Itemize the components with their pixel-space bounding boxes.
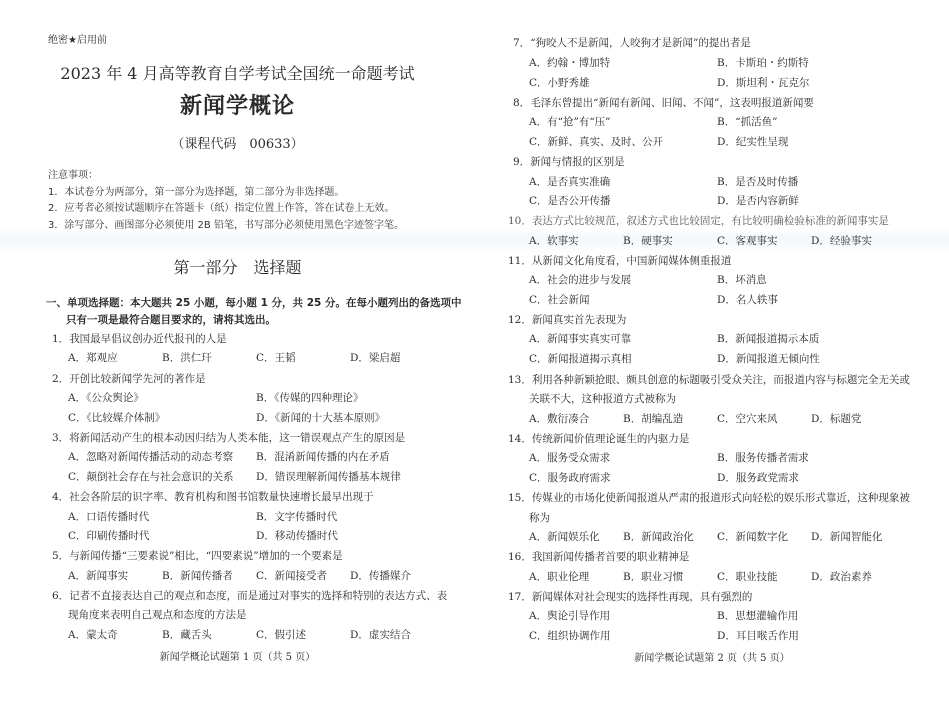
option: B．新闻传播者 <box>162 570 233 582</box>
option: B．洪仁玕 <box>162 352 212 364</box>
option: A．是否真实准确 <box>529 176 611 188</box>
option: D．耳目喉舌作用 <box>717 630 799 642</box>
option: D．错误理解新闻传播基本规律 <box>256 471 401 483</box>
question-8: 8．毛泽东曾提出“新闻有新闻、旧闻、不闻”，这表明报道新闻要 <box>513 97 814 109</box>
option: A．《公众舆论》 <box>68 392 144 404</box>
option: D．政治素养 <box>811 571 872 583</box>
option: C．空穴来风 <box>717 413 778 425</box>
option: D．标题党 <box>811 413 862 425</box>
option: D．移动传播时代 <box>256 530 338 542</box>
question-13-continued: 关联不大，这种报道方式被称为 <box>529 393 676 405</box>
confidential-label: 绝密★启用前 <box>48 35 107 46</box>
option: B．思想灌输作用 <box>717 610 799 622</box>
option: B．“抓活鱼” <box>717 116 778 128</box>
option: C．服务政府需求 <box>529 472 611 484</box>
question-3: 3．将新闻活动产生的根本动因归结为人类本能，这一错误观点产生的原因是 <box>52 432 406 444</box>
option: A．软事实 <box>529 235 579 247</box>
option: B．硬事实 <box>623 235 673 247</box>
question-15: 15．传媒业的市场化使新闻报道从严肃的报道形式向轻松的娱乐形式靠近，这种现象被 <box>508 492 910 504</box>
question-16: 16．我国新闻传播者首要的职业精神是 <box>508 551 690 563</box>
option: D．新闻智能化 <box>811 531 883 543</box>
exam-page-2 <box>475 0 949 716</box>
option: D．纪实性呈现 <box>717 136 789 148</box>
option: A．忽略对新闻传播活动的动态考察 <box>68 451 234 463</box>
option: C．组织协调作用 <box>529 630 611 642</box>
option: B．《传媒的四种理论》 <box>256 392 364 404</box>
option: C．社会新闻 <box>529 294 590 306</box>
option: B．服务传播者需求 <box>717 452 809 464</box>
question-6-continued: 现角度来表明自己观点和态度的方法是 <box>68 609 247 621</box>
part-title: 第一部分 选择题 <box>173 258 302 277</box>
notes-heading: 注意事项： <box>48 170 98 181</box>
option: A．新闻事实真实可靠 <box>529 333 632 345</box>
option: D．经验事实 <box>811 235 872 247</box>
section-heading-line: 只有一项是最符合题目要求的，请将其选出。 <box>66 314 276 326</box>
option: C．新闻报道揭示真相 <box>529 353 632 365</box>
option: D．斯坦利・瓦克尔 <box>717 77 810 89</box>
section-heading <box>46 295 461 329</box>
option: C．是否公开传播 <box>529 195 611 207</box>
option: D．传播媒介 <box>350 570 411 582</box>
option: B．坏消息 <box>717 274 767 286</box>
notes-item: 3．涂写部分、画图部分必须使用 2B 铅笔，书写部分必须使用黑色字迹签字笔。 <box>48 219 404 231</box>
exam-title: 2023 年 4 月高等教育自学考试全国统一命题考试 <box>60 64 415 83</box>
option: B．是否及时传播 <box>717 176 799 188</box>
question-1: 1．我国最早倡议创办近代报刊的人是 <box>52 333 227 345</box>
question-2: 2．开创比较新闻学先河的著作是 <box>52 373 206 385</box>
course-code: （课程代码 00633） <box>171 137 304 152</box>
notes-block <box>48 168 404 234</box>
option: B．藏舌头 <box>162 629 212 641</box>
question-4: 4．社会各阶层的识字率、教育机构和图书馆数量快速增长最早出现于 <box>52 491 374 503</box>
option: A．口语传播时代 <box>68 511 150 523</box>
option: A．有“抢”有“压” <box>529 116 611 128</box>
subject-title: 新闻学概论 <box>179 94 295 119</box>
option: B．新闻报道揭示本质 <box>717 333 820 345</box>
question-10: 10．表达方式比较规范，叙述方式也比较固定，有比较明确检验标准的新闻事实是 <box>508 215 889 227</box>
option: A．蒙太奇 <box>68 629 118 641</box>
option: D．名人轶事 <box>717 294 778 306</box>
option: C．职业技能 <box>717 571 778 583</box>
option: A．社会的进步与发展 <box>529 274 632 286</box>
question-12: 12．新闻真实首先表现为 <box>508 314 627 326</box>
option: D．新闻报道无倾向性 <box>717 353 820 365</box>
question-5: 5．与新闻传播“三要素说”相比，“四要素说”增加的一个要素是 <box>52 550 343 562</box>
option: D．虚实结合 <box>350 629 411 641</box>
option: B．职业习惯 <box>623 571 684 583</box>
option: C．小野秀雄 <box>529 77 590 89</box>
option: A．新闻娱乐化 <box>529 531 600 543</box>
option: D．是否内容新鲜 <box>717 195 799 207</box>
question-14: 14．传统新闻价值理论诞生的内驱力是 <box>508 433 690 445</box>
question-11: 11．从新闻文化角度看，中国新闻媒体侧重报道 <box>508 255 732 267</box>
option: C．王韬 <box>256 352 296 364</box>
option: A．服务受众需求 <box>529 452 611 464</box>
option: C．颠倒社会存在与社会意识的关系 <box>68 471 234 483</box>
option: B．混淆新闻传播的内在矛盾 <box>256 451 390 463</box>
page-footer: 新闻学概论试题第 2 页（共 5 页） <box>634 653 790 664</box>
option: A．约翰・博加特 <box>529 57 611 69</box>
option: B．胡编乱造 <box>623 413 684 425</box>
option: C．新鲜、真实、及时、公开 <box>529 136 664 148</box>
option: C．新闻接受者 <box>256 570 328 582</box>
option: D．梁启超 <box>350 352 401 364</box>
option: C．新闻数字化 <box>717 531 789 543</box>
question-7: 7．“狗咬人不是新闻，人咬狗才是新闻”的提出者是 <box>513 37 751 49</box>
question-13: 13．利用各种新颖抢眼、颇具创意的标题吸引受众关注，而报道内容与标题完全无关或 <box>508 374 910 386</box>
option: A．郑观应 <box>68 352 118 364</box>
question-17: 17．新闻媒体对社会现实的选择性再现，具有强烈的 <box>508 591 753 603</box>
option: C．假引述 <box>256 629 307 641</box>
option: C．《比较媒介体制》 <box>68 412 166 424</box>
notes-item: 2．应考者必须按试题顺序在答题卡（纸）指定位置上作答，答在试卷上无效。 <box>48 203 395 214</box>
option: A．职业伦理 <box>529 571 590 583</box>
option: B．新闻政治化 <box>623 531 694 543</box>
notes-item: 1．本试卷分为两部分，第一部分为选择题，第二部分为非选择题。 <box>48 186 345 198</box>
option: C．印刷传播时代 <box>68 530 150 542</box>
option: A．敷衍凑合 <box>529 413 590 425</box>
question-6: 6．记者不直接表达自己的观点和态度，而是通过对事实的选择和特别的表达方式、表 <box>52 590 448 602</box>
option: B．文字传播时代 <box>256 511 338 523</box>
option: C．客观事实 <box>717 235 778 247</box>
option: D．服务政党需求 <box>717 472 799 484</box>
option: A．舆论引导作用 <box>529 610 611 622</box>
option: B．卡斯珀・约斯特 <box>717 57 809 69</box>
section-heading-line: 一、单项选择题：本大题共 25 小题，每小题 1 分，共 25 分。在每小题列出的备选项中 <box>46 297 462 309</box>
option: D．《新闻的十大基本原则》 <box>256 412 386 424</box>
question-15-continued: 称为 <box>529 512 550 524</box>
page-footer: 新闻学概论试题第 1 页（共 5 页） <box>159 652 316 663</box>
option: A．新闻事实 <box>68 570 129 582</box>
question-9: 9．新闻与情报的区别是 <box>513 156 625 168</box>
